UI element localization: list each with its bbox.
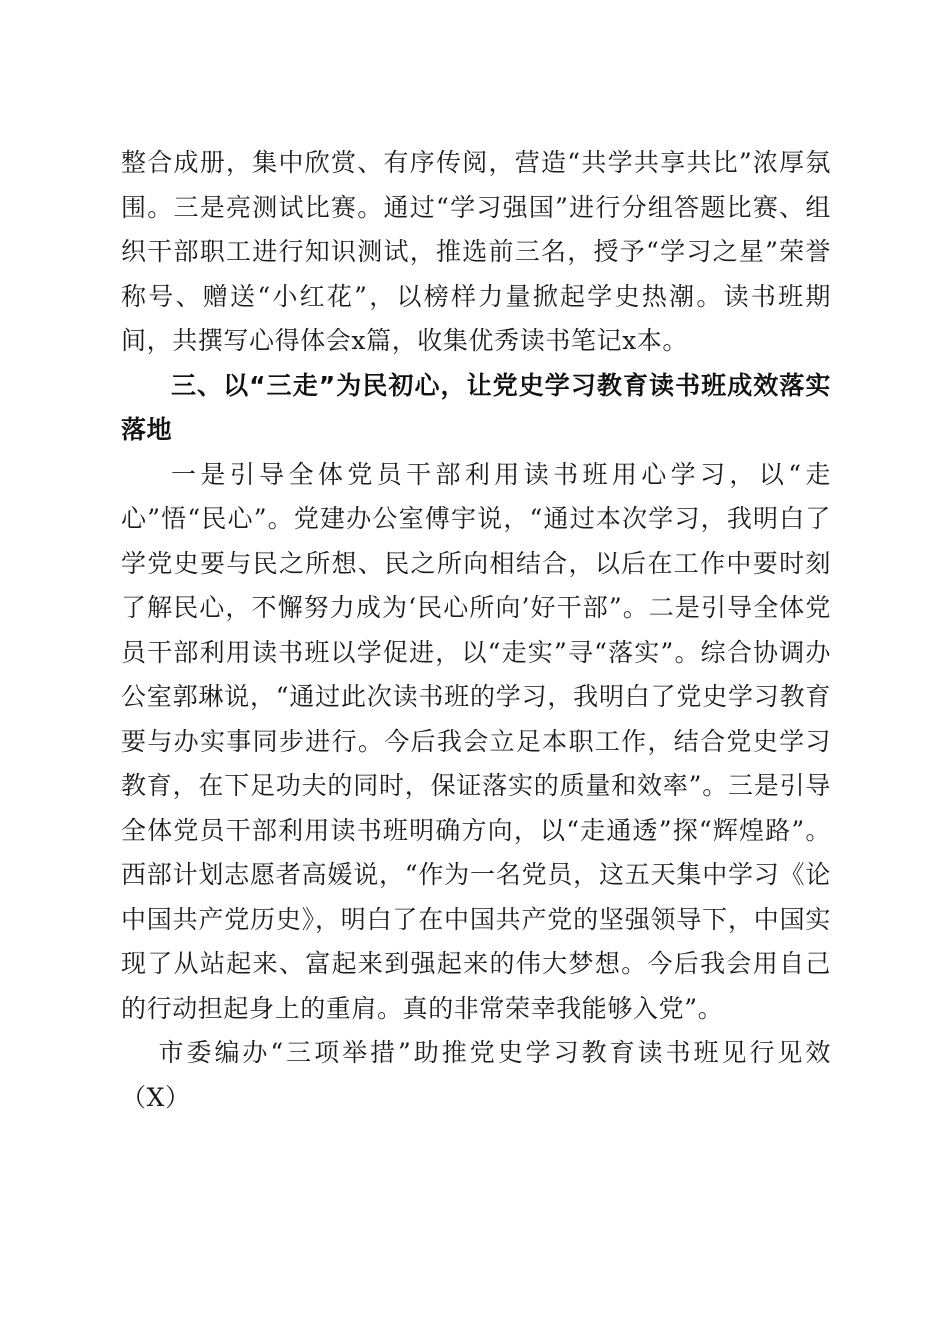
body-paragraph-three-walks: 一是引导全体党员干部利用读书班用心学习，以“走心”悟“民心”。党建办公室傅宇说，“通过本次学习，我明白了学党史要与民之所想、民之所向相结合，以后在工作中要时刻了解民心，不懈努力成为‘民心所向’好干部”。二是引导全体党员干部利用读书班以学促进，以“走实”寻“落实”。综合协调办公室郭琳说，“通过此次读书班的学习，我明白了党史学习教育要与办实事同步进行。今后我会立足本职工作，结合党史学习教育，在下足功夫的同时，保证落实的质量和效率”。三是引导全体党员干部利用读书班明确方向，以“走通透”探“辉煌路”。西部计划志愿者高媛说，“作为一名党员，这五天集中学习《论中国共产党历史》，明白了在中国共产党的坚强领导下，中国实现了从站起来、富起来到强起来的伟大梦想。今后我会用自己的行动担起身上的重肩。真的非常荣幸我能够入党”。 [121, 459, 831, 1023]
section-heading-three: 三、以“三走”为民初心，让党史学习教育读书班成效落实落地 [121, 370, 831, 444]
document-body [121, 141, 831, 1120]
article-title-caption: 市委编办“三项举措”助推党史学习教育读书班见行见效（X） [121, 1038, 831, 1112]
body-paragraph-continued: 整合成册，集中欣赏、有序传阅，营造“共学共享共比”浓厚氛围。三是亮测试比赛。通过“学习强国”进行分组答题比赛、组织干部职工进行知识测试，推选前三名，授予“学习之星”荣誉称号、赠送“小红花”，以榜样力量掀起学史热潮。读书班期间，共撰写心得体会x篇，收集优秀读书笔记x本。 [121, 148, 831, 355]
